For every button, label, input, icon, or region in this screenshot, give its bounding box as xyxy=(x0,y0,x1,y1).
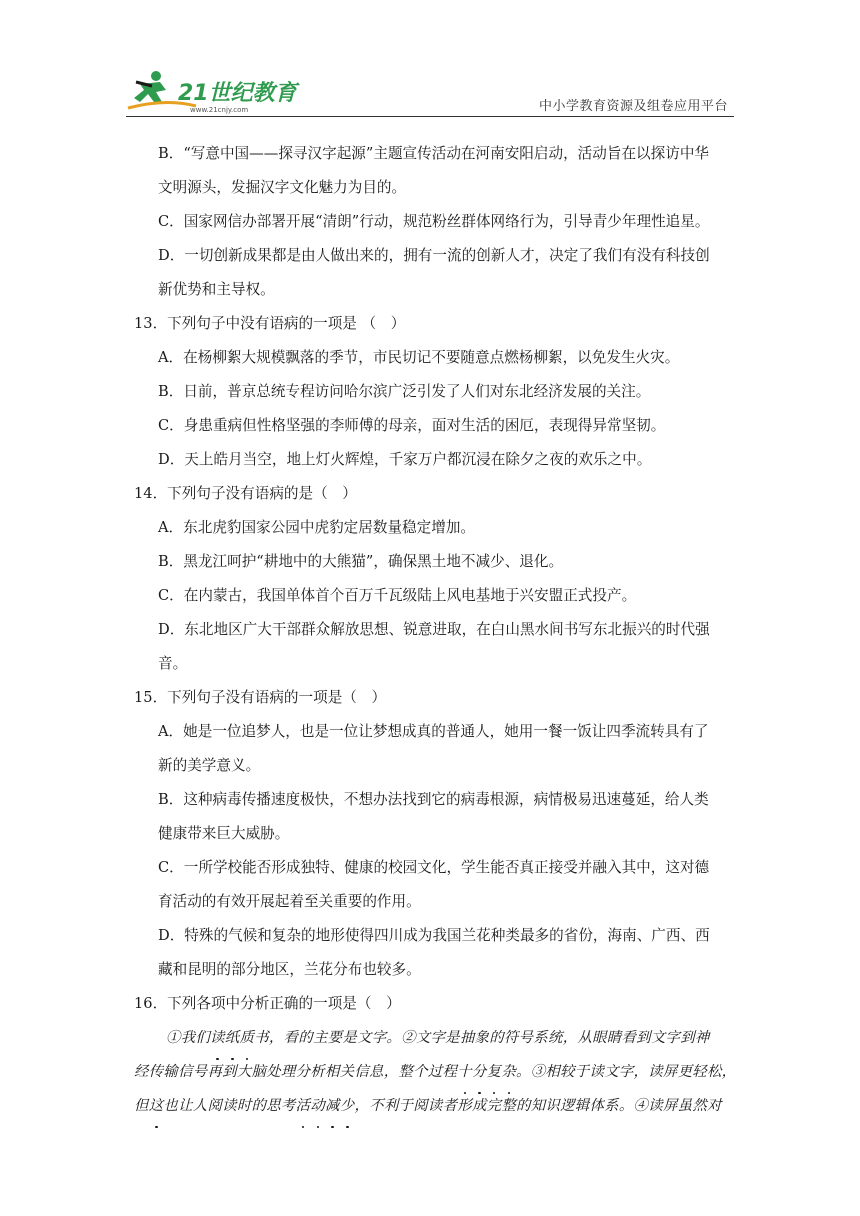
q14-option-a: A．东北虎豹国家公园中虎豹定居数量稳定增加。 xyxy=(158,519,476,536)
emphasis-char: 复 xyxy=(487,1055,502,1089)
q15-option-a-cont: 新的美学意义。 xyxy=(158,757,261,774)
emphasis-char: 质 xyxy=(239,1021,254,1055)
q15-option-a: A．她是一位追梦人，也是一位让梦想成真的普通人，她用一餐一饭让四季流转具有了 xyxy=(158,723,709,740)
emphasis-char: 这 xyxy=(149,1089,164,1123)
dotted-phrase xyxy=(457,1064,516,1080)
passage-text: ，不利于阅读者形成完整的知识逻辑体系。④读屏虽然对 xyxy=(354,1098,722,1114)
q13-option-d: D．天上皓月当空，地上灯火辉煌，千家万户都沉浸在除夕之夜的欢乐之中。 xyxy=(158,451,652,468)
dotted-phrase xyxy=(296,1098,355,1114)
q15-stem: 15．下列句子没有语病的一项是（ ） xyxy=(134,689,387,706)
emphasis-char: 活 xyxy=(296,1089,311,1123)
emphasis-char: 读 xyxy=(210,1021,225,1055)
q15-option-b-cont: 健康带来巨大威胁。 xyxy=(158,825,290,842)
q15-option-d: D．特殊的气候和复杂的地形使得四川成为我国兰花种类最多的省份，海南、广西、西 xyxy=(158,927,710,944)
page-header xyxy=(126,66,734,117)
q12-option-d-cont: 新优势和主导权。 xyxy=(158,281,275,298)
emphasis-char: 纸 xyxy=(225,1021,240,1055)
emphasis-char: 减 xyxy=(325,1089,340,1123)
q15-option-b: B．这种病毒传播速度极快，不想办法找到它的病毒根源，病情极易迅速蔓延，给人类 xyxy=(158,791,709,808)
q14-option-d: D．东北地区广大干部群众解放思想、锐意进取，在白山黑水间书写东北振兴的时代强 xyxy=(158,621,710,638)
passage-text: 但 xyxy=(134,1098,149,1114)
q13-option-b: B．日前，普京总统专程访问哈尔滨广泛引发了人们对东北经济发展的关注。 xyxy=(158,383,651,400)
q13-option-a: A．在杨柳絮大规模飘落的季节，市民切记不要随意点燃杨柳絮，以免发生火灾。 xyxy=(158,349,680,366)
q12-option-b-cont: 文明源头，发掘汉字文化魅力为目的。 xyxy=(158,179,407,196)
q12-option-b: B．“写意中国——探寻汉字起源”主题宣传活动在河南安阳启动，活动旨在以探访中华 xyxy=(158,145,710,162)
q14-option-c: C．在内蒙古，我国单体首个百万千瓦级陆上风电基地于兴安盟正式投产。 xyxy=(158,587,637,604)
q16-passage-line-3 xyxy=(134,1089,732,1123)
emphasis-char: 少 xyxy=(340,1089,355,1123)
logo-wordmark: 21世纪教育 xyxy=(178,81,297,106)
q16-passage-line-1 xyxy=(134,1021,732,1055)
q15-option-c-cont: 育活动的有效开展起着至关重要的作用。 xyxy=(158,893,421,910)
passage-text: 经传输信号再到大脑处理分析相关信息，整个过程 xyxy=(134,1064,458,1080)
exam-content xyxy=(134,137,737,1123)
q14-stem: 14．下列句子没有语病的是（ ） xyxy=(134,485,357,502)
q13-stem: 13．下列句子中没有语病的一项是 （ ） xyxy=(134,315,406,332)
header-tagline: 中小学教育资源及组卷应用平台 xyxy=(538,99,728,114)
q12-option-d: D．一切创新成果都是由人做出来的，拥有一流的创新人才，决定了我们有没有科技创 xyxy=(158,247,710,264)
dotted-phrase xyxy=(210,1030,254,1046)
passage-text: 也让人阅读时的思考 xyxy=(163,1098,296,1114)
passage-text: 书，看的主要是文字。②文字是抽象的符号系统，从眼睛看到文字到神 xyxy=(254,1030,710,1046)
passage-text: ①我们 xyxy=(166,1030,211,1046)
q14-option-d-cont: 音。 xyxy=(158,655,188,672)
q16-stem: 16．下列各项中分析正确的一项是（ ） xyxy=(134,995,401,1012)
emphasis-char: 十 xyxy=(457,1055,472,1089)
q16-passage-line-2 xyxy=(134,1055,737,1089)
logo-url: www.21cnjy.com xyxy=(190,106,249,114)
site-logo xyxy=(126,68,301,114)
q15-option-d-cont: 藏和昆明的部分地区，兰花分布也较多。 xyxy=(158,961,421,978)
dotted-phrase xyxy=(149,1098,164,1114)
passage-text: 。③相较于读文字，读屏更轻松， xyxy=(516,1064,737,1080)
q14-option-b: B．黑龙江呵护“耕地中的大熊猫”，确保黑土地不减少、退化。 xyxy=(158,553,564,570)
q15-option-c: C．一所学校能否形成独特、健康的校园文化，学生能否真正接受并融入其中，这对德 xyxy=(158,859,710,876)
emphasis-char: 杂 xyxy=(501,1055,516,1089)
q12-option-c: C．国家网信办部署开展“清朗”行动，规范粉丝群体网络行为，引导青少年理性追星。 xyxy=(158,213,710,230)
q13-option-c: C．身患重病但性格坚强的李师傅的母亲，面对生活的困厄，表现得异常坚韧。 xyxy=(158,417,666,434)
emphasis-char: 动 xyxy=(310,1089,325,1123)
emphasis-char: 分 xyxy=(472,1055,487,1089)
